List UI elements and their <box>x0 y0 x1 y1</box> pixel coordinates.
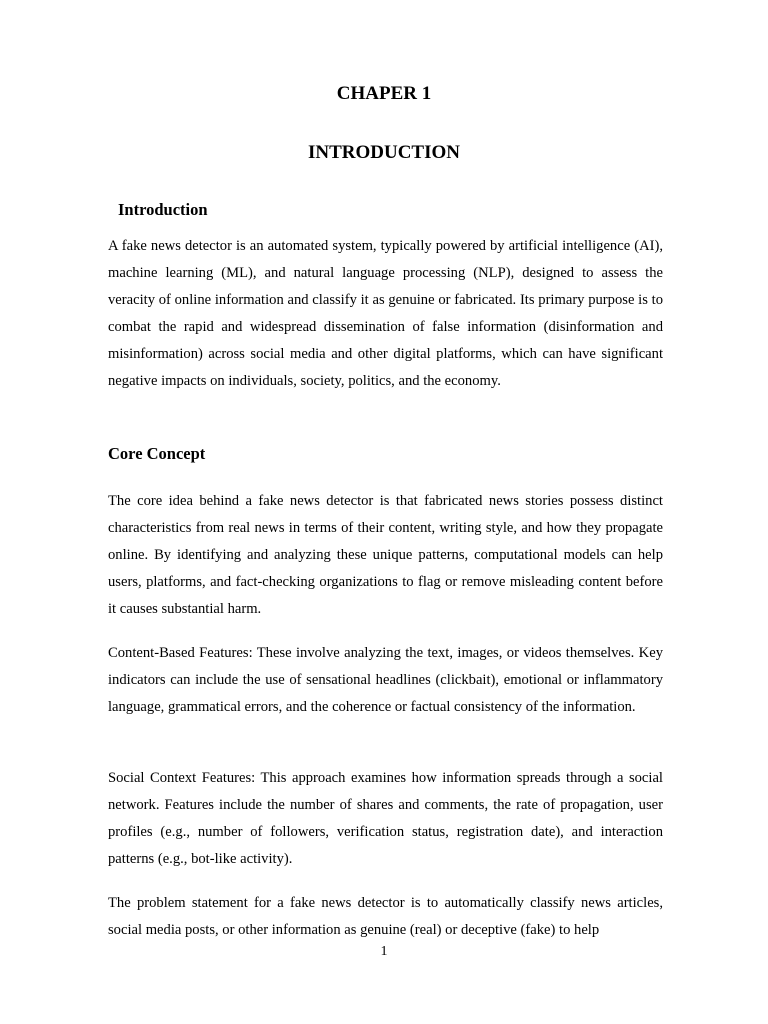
content-based-features-paragraph: Content-Based Features: These involve analyzing the text, images, or videos themselves. Key indicators can include the use of sensational headlines (clickbait), emotional or inflammatory language, grammatical errors, and the coherence or factual consistency of the information. <box>108 645 663 715</box>
problem-statement-paragraph: The problem statement for a fake news detector is to automatically classify news articles, social media posts, or other information as genuine (real) or deceptive (fake) to help <box>108 895 663 938</box>
chapter-title: INTRODUCTION <box>307 142 461 163</box>
introduction-paragraph: A fake news detector is an automated system, typically powered by artificial intelligence (AI), machine learning (ML), and natural language processing (NLP), designed to assess the veracity of online information and classify it as genuine or fabricated. Its primary purpose is to combat the rapid and widespread dissemination of false information (disinformation and misinformation) across social media and other digital platforms, which can have significant negative impacts on individuals, society, politics, and the economy. <box>108 238 663 389</box>
chapter-label: CHAPER 1 <box>336 83 432 104</box>
page-number: 1 <box>380 944 388 959</box>
introduction-heading: Introduction <box>118 200 208 219</box>
core-concept-heading: Core Concept <box>108 444 206 463</box>
social-context-features-paragraph: Social Context Features: This approach examines how information spreads through a social network. Features include the number of shares and comments, the rate of propagation, user profiles (e.g., number of followers, verification status, registration date), and interaction patterns (e.g., bot-like activity). <box>108 770 663 867</box>
core-concept-paragraph: The core idea behind a fake news detector is that fabricated news stories possess distinct characteristics from real news in terms of their content, writing style, and how they propagate online. By identifying and analyzing these unique patterns, computational models can help users, platforms, and fact-checking organizations to flag or remove misleading content before it causes substantial harm. <box>108 493 663 617</box>
